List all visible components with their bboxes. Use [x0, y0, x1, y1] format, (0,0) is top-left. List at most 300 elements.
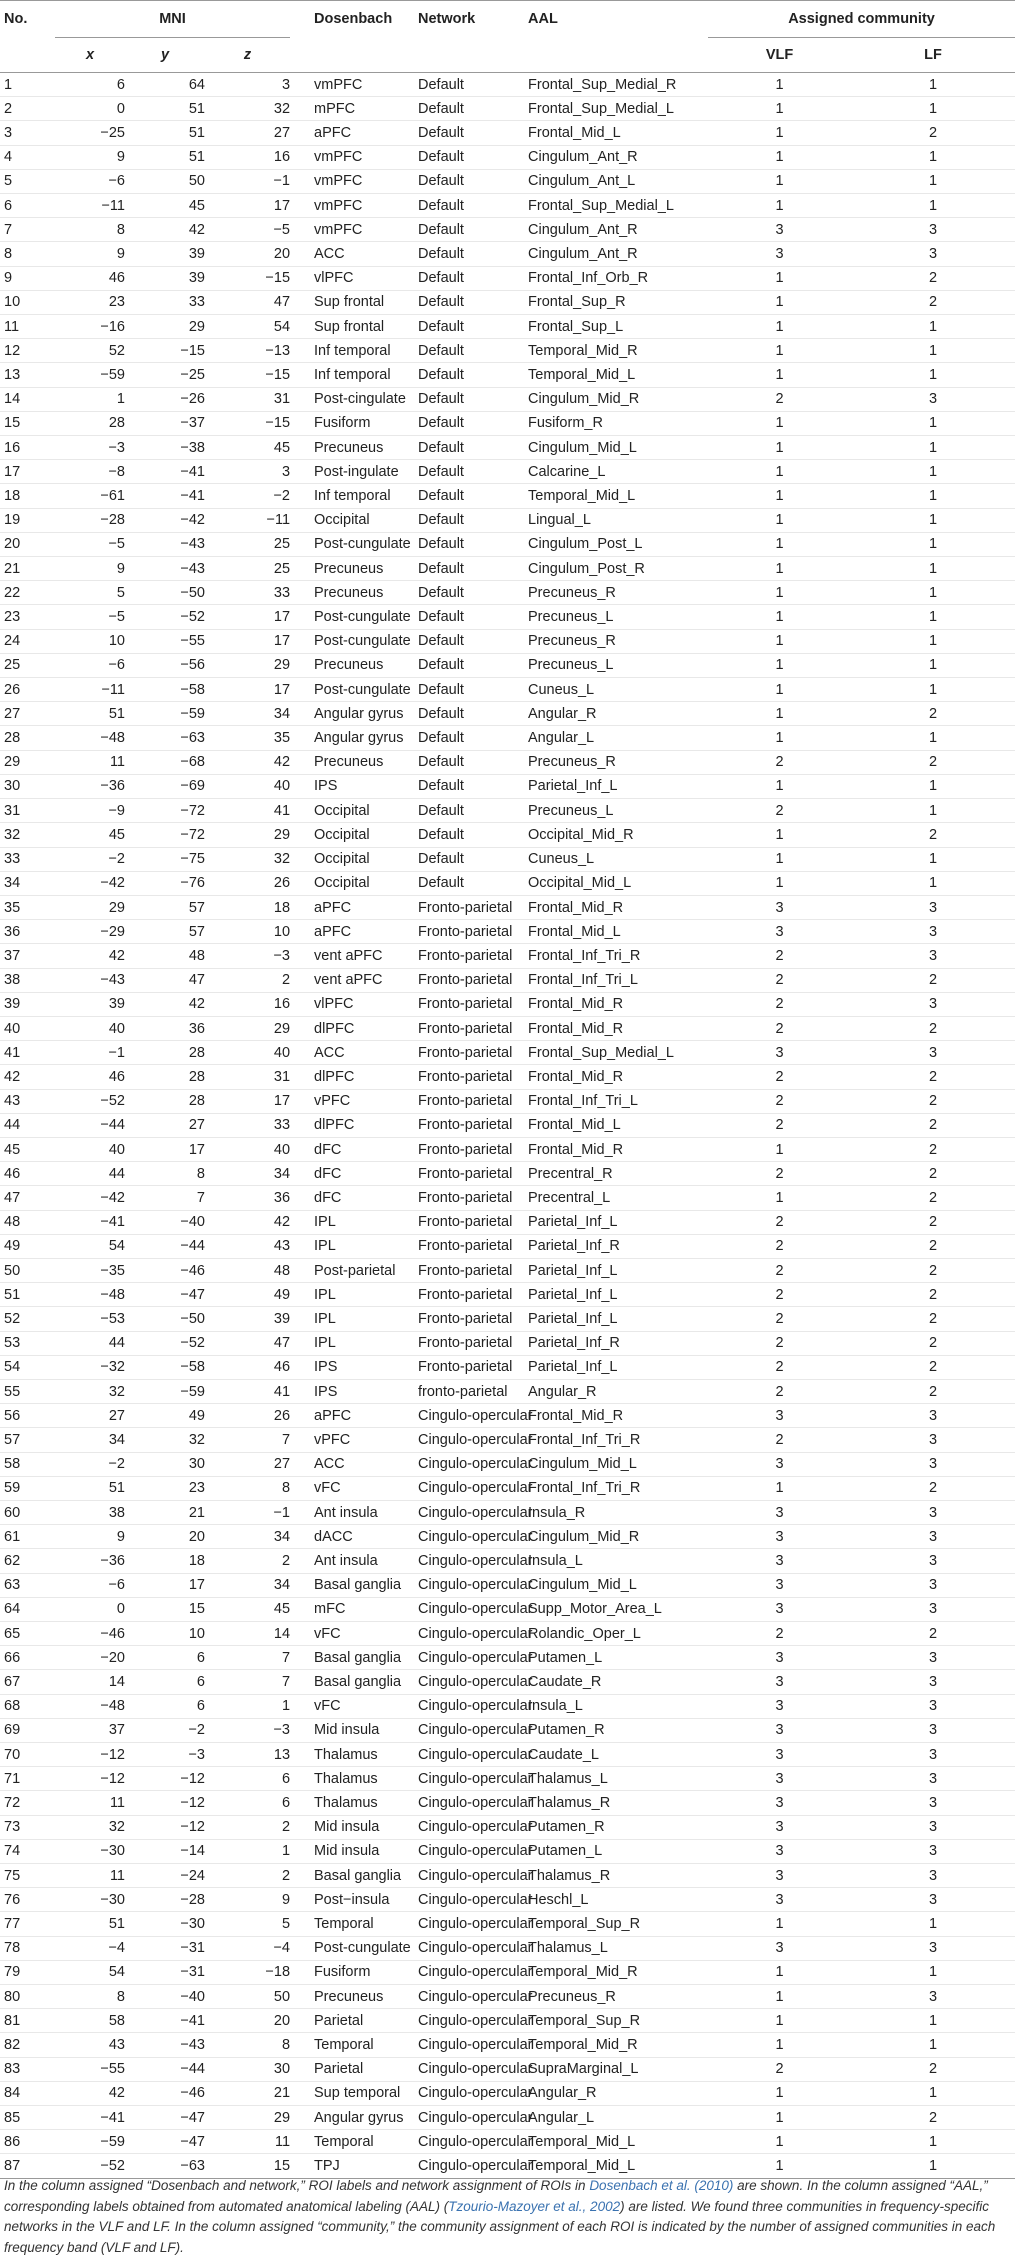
cell-no: 43 — [0, 1089, 55, 1113]
cell-z: 31 — [205, 1065, 290, 1089]
table-row — [0, 750, 1015, 774]
cell-lf: 3 — [851, 895, 1015, 919]
cell-lf: 2 — [851, 1137, 1015, 1161]
cell-lf: 3 — [851, 1670, 1015, 1694]
cell-aal: Angular_L — [520, 726, 708, 750]
cell-vlf: 1 — [708, 508, 851, 532]
cell-lf: 3 — [851, 1985, 1015, 2009]
cell-network: Default — [418, 532, 520, 556]
cell-lf: 1 — [851, 2033, 1015, 2057]
cell-x: 9 — [55, 242, 125, 266]
cell-y: −76 — [125, 871, 205, 895]
cell-x: −36 — [55, 1549, 125, 1573]
cell-lf: 1 — [851, 678, 1015, 702]
cell-vlf: 3 — [708, 1500, 851, 1524]
cell-aal: Temporal_Mid_L — [520, 363, 708, 387]
cell-dosenbach: Occipital — [314, 847, 418, 871]
cell-network: Cingulo-opercular — [418, 1718, 520, 1742]
cell-vlf: 1 — [708, 1985, 851, 2009]
cell-lf: 1 — [851, 774, 1015, 798]
cell-z: 32 — [205, 847, 290, 871]
cell-y: 39 — [125, 242, 205, 266]
cell-aal: Putamen_L — [520, 1646, 708, 1670]
cell-dosenbach: dlPFC — [314, 1113, 418, 1137]
cell-no: 85 — [0, 2106, 55, 2130]
table-row — [0, 1113, 1015, 1137]
cell-vlf: 1 — [708, 1186, 851, 1210]
cell-no: 17 — [0, 460, 55, 484]
cell-x: −4 — [55, 1936, 125, 1960]
cell-aal: Insula_R — [520, 1500, 708, 1524]
cell-aal: Frontal_Sup_Medial_L — [520, 194, 708, 218]
cell-x: 8 — [55, 1985, 125, 2009]
cell-vlf: 1 — [708, 363, 851, 387]
cell-y: −46 — [125, 2081, 205, 2105]
cell-y: 51 — [125, 145, 205, 169]
cell-no: 77 — [0, 1912, 55, 1936]
cell-no: 56 — [0, 1404, 55, 1428]
cell-no: 45 — [0, 1137, 55, 1161]
cell-y: −25 — [125, 363, 205, 387]
cell-vlf: 1 — [708, 581, 851, 605]
cell-vlf: 1 — [708, 2130, 851, 2154]
table-row — [0, 2106, 1015, 2130]
cell-x: 32 — [55, 1379, 125, 1403]
cell-network: Default — [418, 847, 520, 871]
cell-network: Cingulo-opercular — [418, 1864, 520, 1888]
cell-y: 15 — [125, 1597, 205, 1621]
cell-y: −40 — [125, 1210, 205, 1234]
cell-network: Cingulo-opercular — [418, 1839, 520, 1863]
cell-network: Cingulo-opercular — [418, 2154, 520, 2178]
cell-vlf: 1 — [708, 823, 851, 847]
cell-dosenbach: Occipital — [314, 799, 418, 823]
cell-z: −18 — [205, 1960, 290, 1984]
cell-network: Cingulo-opercular — [418, 1646, 520, 1670]
cell-lf: 3 — [851, 1743, 1015, 1767]
cell-no: 40 — [0, 1016, 55, 1040]
table-row — [0, 1379, 1015, 1403]
table-row — [0, 581, 1015, 605]
cell-dosenbach: Post-cungulate — [314, 605, 418, 629]
header-y: y — [125, 38, 205, 73]
table-row — [0, 290, 1015, 314]
cell-no: 18 — [0, 484, 55, 508]
table-row — [0, 339, 1015, 363]
cell-lf: 1 — [851, 581, 1015, 605]
cell-y: −52 — [125, 605, 205, 629]
cell-y: −46 — [125, 1258, 205, 1282]
cell-z: 29 — [205, 2106, 290, 2130]
cell-z: −11 — [205, 508, 290, 532]
cell-network: Default — [418, 653, 520, 677]
cell-aal: Putamen_R — [520, 1718, 708, 1742]
cell-x: 0 — [55, 1597, 125, 1621]
cell-vlf: 1 — [708, 532, 851, 556]
table-row — [0, 1718, 1015, 1742]
cell-x: −30 — [55, 1839, 125, 1863]
cell-y: 29 — [125, 315, 205, 339]
cell-lf: 3 — [851, 1573, 1015, 1597]
cell-aal: Putamen_R — [520, 1815, 708, 1839]
cell-no: 78 — [0, 1936, 55, 1960]
cell-aal: Cingulum_Post_L — [520, 532, 708, 556]
cell-x: 51 — [55, 1912, 125, 1936]
cell-y: −41 — [125, 2009, 205, 2033]
cell-no: 10 — [0, 290, 55, 314]
cell-no: 73 — [0, 1815, 55, 1839]
cell-dosenbach: Thalamus — [314, 1767, 418, 1791]
cell-aal: Frontal_Mid_L — [520, 920, 708, 944]
cell-lf: 3 — [851, 1500, 1015, 1524]
cell-x: 10 — [55, 629, 125, 653]
table-row — [0, 436, 1015, 460]
cell-z: 34 — [205, 1525, 290, 1549]
cell-lf: 1 — [851, 557, 1015, 581]
cell-x: −2 — [55, 1452, 125, 1476]
cell-lf: 2 — [851, 1307, 1015, 1331]
cell-lf: 1 — [851, 508, 1015, 532]
cell-aal: Parietal_Inf_L — [520, 1210, 708, 1234]
cell-network: Default — [418, 508, 520, 532]
cell-x: −35 — [55, 1258, 125, 1282]
cell-z: −3 — [205, 944, 290, 968]
cell-aal: Occipital_Mid_R — [520, 823, 708, 847]
cell-x: 51 — [55, 1476, 125, 1500]
footnote-ref-tzourio[interactable]: Tzourio-Mazoyer et al., 2002 — [448, 2198, 621, 2214]
cell-lf: 2 — [851, 968, 1015, 992]
cell-dosenbach: dFC — [314, 1186, 418, 1210]
cell-lf: 3 — [851, 1791, 1015, 1815]
cell-z: 40 — [205, 1041, 290, 1065]
cell-lf: 1 — [851, 460, 1015, 484]
cell-x: 9 — [55, 557, 125, 581]
cell-y: 51 — [125, 121, 205, 145]
cell-dosenbach: IPL — [314, 1210, 418, 1234]
cell-aal: Cingulum_Mid_L — [520, 1452, 708, 1476]
cell-network: Default — [418, 605, 520, 629]
cell-x: −12 — [55, 1767, 125, 1791]
cell-network: Cingulo-opercular — [418, 1549, 520, 1573]
table-row — [0, 1065, 1015, 1089]
cell-network: Fronto-parietal — [418, 1065, 520, 1089]
cell-network: Default — [418, 290, 520, 314]
cell-z: 2 — [205, 1815, 290, 1839]
cell-y: 17 — [125, 1573, 205, 1597]
cell-vlf: 2 — [708, 387, 851, 411]
cell-lf: 2 — [851, 266, 1015, 290]
cell-lf: 3 — [851, 1404, 1015, 1428]
header-dosenbach: Dosenbach — [314, 1, 418, 38]
cell-lf: 3 — [851, 1428, 1015, 1452]
cell-dosenbach: Mid insula — [314, 1815, 418, 1839]
cell-aal: Occipital_Mid_L — [520, 871, 708, 895]
cell-x: −48 — [55, 726, 125, 750]
cell-lf: 3 — [851, 1694, 1015, 1718]
cell-z: 26 — [205, 1404, 290, 1428]
cell-aal: Parietal_Inf_R — [520, 1234, 708, 1258]
cell-aal: Precuneus_L — [520, 799, 708, 823]
cell-dosenbach: vmPFC — [314, 73, 418, 97]
table-row — [0, 97, 1015, 121]
cell-x: −48 — [55, 1283, 125, 1307]
cell-aal: Frontal_Mid_R — [520, 895, 708, 919]
cell-z: −1 — [205, 1500, 290, 1524]
cell-lf: 1 — [851, 363, 1015, 387]
cell-lf: 1 — [851, 605, 1015, 629]
table-row — [0, 1912, 1015, 1936]
cell-y: −63 — [125, 2154, 205, 2178]
cell-no: 50 — [0, 1258, 55, 1282]
cell-z: 21 — [205, 2081, 290, 2105]
table-row — [0, 702, 1015, 726]
table-row — [0, 145, 1015, 169]
cell-y: 6 — [125, 1670, 205, 1694]
cell-network: Cingulo-opercular — [418, 1428, 520, 1452]
cell-aal: Cingulum_Post_R — [520, 557, 708, 581]
cell-dosenbach: vent aPFC — [314, 968, 418, 992]
cell-z: 16 — [205, 145, 290, 169]
cell-aal: Frontal_Sup_R — [520, 290, 708, 314]
cell-y: −12 — [125, 1791, 205, 1815]
cell-x: −52 — [55, 2154, 125, 2178]
cell-dosenbach: ACC — [314, 242, 418, 266]
cell-y: −30 — [125, 1912, 205, 1936]
table-row — [0, 847, 1015, 871]
cell-vlf: 1 — [708, 411, 851, 435]
table-row — [0, 1137, 1015, 1161]
cell-x: 40 — [55, 1016, 125, 1040]
cell-network: Cingulo-opercular — [418, 1985, 520, 2009]
cell-no: 4 — [0, 145, 55, 169]
cell-aal: Angular_R — [520, 2081, 708, 2105]
cell-x: 46 — [55, 266, 125, 290]
cell-y: 7 — [125, 1186, 205, 1210]
cell-no: 28 — [0, 726, 55, 750]
cell-dosenbach: Post-cingulate — [314, 387, 418, 411]
cell-no: 24 — [0, 629, 55, 653]
cell-x: 52 — [55, 339, 125, 363]
cell-x: −6 — [55, 169, 125, 193]
cell-y: −2 — [125, 1718, 205, 1742]
cell-y: −50 — [125, 1307, 205, 1331]
cell-z: 1 — [205, 1839, 290, 1863]
cell-no: 51 — [0, 1283, 55, 1307]
cell-x: −6 — [55, 1573, 125, 1597]
cell-lf: 2 — [851, 1283, 1015, 1307]
cell-y: −3 — [125, 1743, 205, 1767]
table-row — [0, 799, 1015, 823]
cell-x: −16 — [55, 315, 125, 339]
cell-x: 42 — [55, 2081, 125, 2105]
cell-no: 62 — [0, 1549, 55, 1573]
cell-vlf: 3 — [708, 1573, 851, 1597]
cell-vlf: 3 — [708, 1549, 851, 1573]
cell-network: Default — [418, 242, 520, 266]
cell-y: −47 — [125, 2130, 205, 2154]
cell-lf: 2 — [851, 2057, 1015, 2081]
cell-z: 18 — [205, 895, 290, 919]
cell-aal: Parietal_Inf_L — [520, 1258, 708, 1282]
cell-lf: 3 — [851, 1864, 1015, 1888]
cell-y: 10 — [125, 1622, 205, 1646]
cell-y: −58 — [125, 1355, 205, 1379]
cell-no: 32 — [0, 823, 55, 847]
cell-z: 45 — [205, 436, 290, 460]
cell-no: 63 — [0, 1573, 55, 1597]
cell-y: 18 — [125, 1549, 205, 1573]
cell-x: 43 — [55, 2033, 125, 2057]
cell-y: 57 — [125, 895, 205, 919]
cell-z: 48 — [205, 1258, 290, 1282]
cell-x: −32 — [55, 1355, 125, 1379]
cell-aal: Temporal_Mid_L — [520, 484, 708, 508]
cell-dosenbach: Mid insula — [314, 1839, 418, 1863]
cell-dosenbach: Parietal — [314, 2009, 418, 2033]
cell-lf: 3 — [851, 1041, 1015, 1065]
cell-no: 60 — [0, 1500, 55, 1524]
cell-x: 0 — [55, 97, 125, 121]
cell-z: 27 — [205, 121, 290, 145]
cell-dosenbach: vmPFC — [314, 169, 418, 193]
cell-vlf: 3 — [708, 1743, 851, 1767]
cell-lf: 1 — [851, 411, 1015, 435]
cell-aal: Putamen_L — [520, 1839, 708, 1863]
footnote-ref-dosenbach[interactable]: Dosenbach et al. (2010) — [589, 2178, 734, 2193]
cell-x: −48 — [55, 1694, 125, 1718]
cell-lf: 2 — [851, 1162, 1015, 1186]
cell-network: Default — [418, 871, 520, 895]
cell-aal: Fusiform_R — [520, 411, 708, 435]
cell-dosenbach: vFC — [314, 1694, 418, 1718]
table-row — [0, 1210, 1015, 1234]
table-row — [0, 1186, 1015, 1210]
cell-no: 83 — [0, 2057, 55, 2081]
table-row — [0, 508, 1015, 532]
cell-x: −59 — [55, 363, 125, 387]
table-row — [0, 1815, 1015, 1839]
cell-y: 28 — [125, 1065, 205, 1089]
cell-x: −3 — [55, 436, 125, 460]
cell-x: −9 — [55, 799, 125, 823]
cell-vlf: 1 — [708, 2081, 851, 2105]
cell-network: Cingulo-opercular — [418, 1573, 520, 1597]
cell-lf: 2 — [851, 702, 1015, 726]
cell-aal: Frontal_Mid_R — [520, 1137, 708, 1161]
cell-vlf: 2 — [708, 1331, 851, 1355]
cell-dosenbach: vmPFC — [314, 194, 418, 218]
cell-dosenbach: Basal ganglia — [314, 1646, 418, 1670]
header-community: Assigned community — [708, 1, 1015, 38]
cell-lf: 3 — [851, 992, 1015, 1016]
cell-vlf: 1 — [708, 315, 851, 339]
cell-y: 6 — [125, 1694, 205, 1718]
cell-vlf: 2 — [708, 1234, 851, 1258]
cell-aal: Cingulum_Mid_L — [520, 436, 708, 460]
table-row — [0, 1936, 1015, 1960]
cell-no: 9 — [0, 266, 55, 290]
cell-dosenbach: Post-cungulate — [314, 629, 418, 653]
cell-network: Default — [418, 169, 520, 193]
cell-y: 6 — [125, 1646, 205, 1670]
cell-z: 29 — [205, 653, 290, 677]
cell-aal: Thalamus_R — [520, 1791, 708, 1815]
table-row — [0, 629, 1015, 653]
cell-y: 50 — [125, 169, 205, 193]
cell-network: Fronto-parietal — [418, 1331, 520, 1355]
cell-y: 64 — [125, 73, 205, 97]
cell-aal: Frontal_Inf_Tri_R — [520, 1428, 708, 1452]
cell-dosenbach: IPS — [314, 1379, 418, 1403]
cell-x: 6 — [55, 73, 125, 97]
table-body — [0, 73, 1015, 2179]
cell-y: −58 — [125, 678, 205, 702]
table-row — [0, 2009, 1015, 2033]
cell-z: 35 — [205, 726, 290, 750]
cell-no: 68 — [0, 1694, 55, 1718]
cell-aal: Parietal_Inf_L — [520, 1283, 708, 1307]
cell-x: 5 — [55, 581, 125, 605]
cell-x: 44 — [55, 1331, 125, 1355]
cell-no: 2 — [0, 97, 55, 121]
cell-vlf: 3 — [708, 1767, 851, 1791]
cell-vlf: 1 — [708, 460, 851, 484]
cell-aal: Frontal_Inf_Tri_R — [520, 944, 708, 968]
header-row-1 — [0, 1, 1015, 38]
cell-aal: Parietal_Inf_L — [520, 774, 708, 798]
cell-vlf: 1 — [708, 194, 851, 218]
table-row — [0, 460, 1015, 484]
cell-no: 67 — [0, 1670, 55, 1694]
cell-x: 11 — [55, 1791, 125, 1815]
cell-vlf: 3 — [708, 1646, 851, 1670]
cell-vlf: 3 — [708, 1597, 851, 1621]
cell-vlf: 3 — [708, 1041, 851, 1065]
cell-x: −52 — [55, 1089, 125, 1113]
cell-y: 47 — [125, 968, 205, 992]
cell-network: Default — [418, 411, 520, 435]
cell-aal: Parietal_Inf_L — [520, 1355, 708, 1379]
cell-y: −52 — [125, 1331, 205, 1355]
cell-y: 30 — [125, 1452, 205, 1476]
cell-no: 37 — [0, 944, 55, 968]
cell-aal: Supp_Motor_Area_L — [520, 1597, 708, 1621]
cell-no: 53 — [0, 1331, 55, 1355]
cell-dosenbach: vPFC — [314, 1428, 418, 1452]
table-row — [0, 895, 1015, 919]
table-row — [0, 944, 1015, 968]
cell-lf: 1 — [851, 2081, 1015, 2105]
cell-dosenbach: dFC — [314, 1162, 418, 1186]
cell-x: 44 — [55, 1162, 125, 1186]
cell-vlf: 1 — [708, 1137, 851, 1161]
cell-dosenbach: mPFC — [314, 97, 418, 121]
cell-network: Fronto-parietal — [418, 1234, 520, 1258]
cell-network: Default — [418, 97, 520, 121]
cell-network: Cingulo-opercular — [418, 1622, 520, 1646]
cell-z: 47 — [205, 1331, 290, 1355]
cell-network: Default — [418, 823, 520, 847]
table-row — [0, 968, 1015, 992]
cell-aal: Insula_L — [520, 1549, 708, 1573]
cell-aal: Lingual_L — [520, 508, 708, 532]
cell-vlf: 3 — [708, 1936, 851, 1960]
cell-vlf: 1 — [708, 774, 851, 798]
cell-no: 29 — [0, 750, 55, 774]
cell-aal: Frontal_Inf_Tri_L — [520, 1089, 708, 1113]
cell-dosenbach: vlPFC — [314, 992, 418, 1016]
cell-z: −15 — [205, 363, 290, 387]
